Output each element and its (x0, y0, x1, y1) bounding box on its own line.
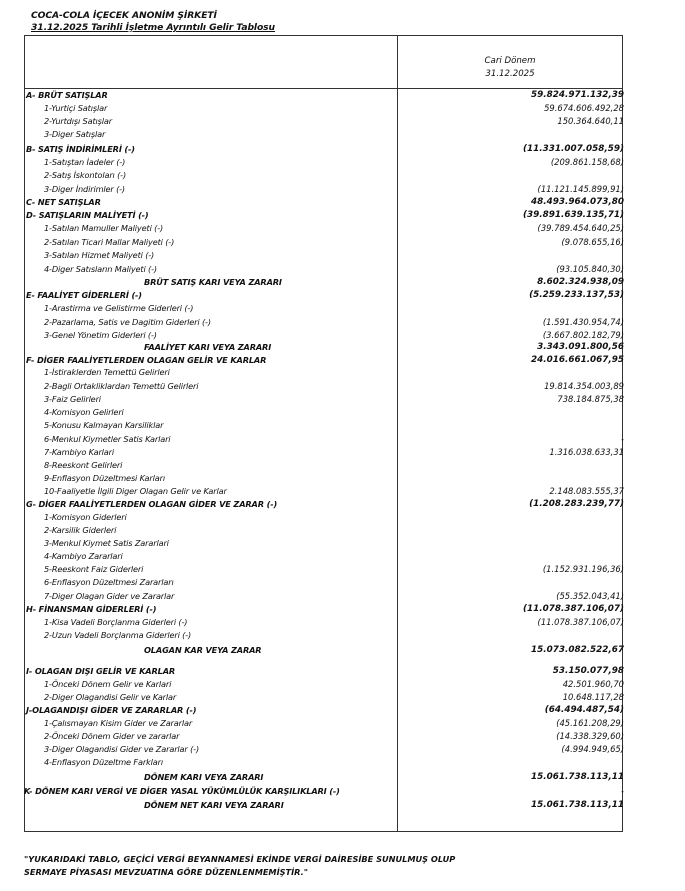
row-label: 2-Diger Olagandisi Gelir ve Karlar (44, 692, 177, 702)
row-value: - (620, 786, 624, 796)
row-label: 3-Diger Satışlar (44, 129, 106, 139)
row-label: 2-Karsilik Giderleri (44, 525, 117, 535)
footnote-line-2: SERMAYE PİYASASI MEVZUATINA GÖRE DÜZENLENMEMİŞTİR." (24, 867, 308, 877)
table-row (24, 757, 623, 770)
table-row (24, 786, 623, 799)
row-value: 19.814.354.003,89 (544, 381, 624, 391)
row-label: B- SATIŞ İNDİRİMLERİ (-) (26, 144, 135, 154)
row-value: (11.331.007.058,59) (523, 144, 624, 154)
table-row (24, 499, 623, 512)
table-row (24, 394, 623, 407)
row-label: 2-Satış İskontoları (-) (44, 170, 126, 180)
row-value: (4.994.949,65) (561, 744, 624, 754)
row-label: 8-Reeskont Gelirleri (44, 460, 123, 470)
row-label: 4-Diger Satısların Maliyeti (-) (44, 264, 157, 274)
row-value: 3.343.091.800,56 (537, 342, 624, 352)
row-label: A- BRÜT SATIŞLAR (26, 90, 108, 100)
row-label: 4-Enflasyon Düzeltme Farkları (44, 757, 163, 767)
row-label: DÖNEM NET KARI VEYA ZARARI (144, 800, 284, 810)
row-label: 6-Enflasyon Düzeltmesi Zararları (44, 577, 174, 587)
row-value: (5.259.233.137,53) (529, 290, 624, 300)
table-row (24, 473, 623, 486)
table-row (24, 237, 623, 250)
table-row (24, 170, 623, 183)
table-row (24, 447, 623, 460)
row-value: - (620, 434, 624, 444)
row-label: 2-Bagli Ortakliklardan Temettü Gelirleri (44, 381, 199, 391)
table-row (24, 197, 623, 210)
table-row (24, 277, 623, 290)
table-row (24, 679, 623, 692)
table-row (24, 184, 623, 197)
row-value: 2.148.083.555,37 (549, 486, 624, 496)
row-label: 3-Satılan Hizmet Maliyeti (-) (44, 250, 155, 260)
footnote-line-1: "YUKARIDAKİ TABLO, GEÇİCİ VERGİ BEYANNAMESİ EKİNDE VERGİ DAİRESİBE SUNULMUŞ OLUP (24, 854, 456, 864)
table-row (24, 157, 623, 170)
row-value: 738.184.875,38 (557, 394, 624, 404)
row-value: 150.364.640,11 (557, 116, 624, 126)
row-label: 3-Diger Olagandisi Gider ve Zararlar (-) (44, 744, 199, 754)
row-value: 53.150.077,98 (552, 666, 624, 676)
row-value: (9.078.655,16) (561, 237, 624, 247)
table-row (24, 460, 623, 473)
table-row (24, 486, 623, 499)
row-label: 6-Menkul Kiymetler Satis Karlari (44, 434, 171, 444)
table-row (24, 512, 623, 525)
row-label: 7-Kambiyo Karlari (44, 447, 115, 457)
row-label: K- DÖNEM KARI VERGİ VE DİGER YASAL YÜKÜMLÜLÜK KARŞILIKLARI (-) (24, 786, 340, 796)
row-label: 7-Diger Olagan Gider ve Zararlar (44, 591, 175, 601)
table-row (24, 434, 623, 447)
row-label: I- OLAGAN DIŞI GELİR VE KARLAR (26, 666, 176, 676)
table-row (24, 692, 623, 705)
row-value: (93.105.840,30) (556, 264, 624, 274)
row-value: 10.648.117,28 (562, 692, 624, 702)
row-label: 2-Satılan Ticari Mallar Maliyeti (-) (44, 237, 175, 247)
row-label: 1-Çalısmayan Kisim Gider ve Zararlar (44, 718, 193, 728)
row-label: 3-Genel Yönetim Giderleri (-) (44, 330, 157, 340)
table-row (24, 223, 623, 236)
table-row (24, 420, 623, 433)
row-label: 10-Faaliyetle İlgili Diger Olagan Gelir ve Karlar (44, 486, 227, 496)
row-label: 5-Reeskont Faiz Giderleri (44, 564, 144, 574)
row-value: 8.602.324.938,09 (537, 277, 624, 287)
row-value: (14.338.329,60) (556, 731, 624, 741)
table-row (24, 407, 623, 420)
row-value: 15.061.738.113,11 (531, 800, 624, 810)
row-value: (64.494.487,54) (544, 705, 624, 715)
period-date: 31.12.2025 (485, 69, 535, 79)
row-value: 48.493.964.073,80 (531, 197, 624, 207)
statement-title: 31.12.2025 Tarihli İşletme Ayrıntılı Gelir Tablosu (31, 22, 275, 33)
table-row (24, 342, 623, 355)
row-value: 1.316.038.633,31 (549, 447, 624, 457)
row-label: E- FAALİYET GİDERLERİ (-) (26, 290, 142, 300)
company-name: COCA-COLA İÇECEK ANONİM ŞİRKETİ (31, 10, 217, 21)
table-row (24, 744, 623, 757)
row-value: (39.891.639.135,71) (523, 210, 624, 220)
row-label: 5-Konusu Kalmayan Karsiliklar (44, 420, 164, 430)
row-label: 4-Kambiyo Zararlari (44, 551, 123, 561)
table-row (24, 381, 623, 394)
row-label: 9-Enflasyon Düzeltmesi Karları (44, 473, 165, 483)
table-row (24, 666, 623, 679)
row-label: 1-Komisyon Giderleri (44, 512, 127, 522)
row-label: D- SATIŞLARIN MALİYETİ (-) (26, 210, 149, 220)
table-row (24, 772, 623, 785)
table-row (24, 617, 623, 630)
table-row (24, 317, 623, 330)
table-row (24, 604, 623, 617)
row-label: C- NET SATIŞLAR (26, 197, 101, 207)
row-label: OLAGAN KAR VEYA ZARAR (144, 645, 262, 655)
row-value: (209.861.158,68) (550, 157, 624, 167)
row-label: 1-Yurtiçi Satışlar (44, 103, 108, 113)
row-value: (3.667.802.182,79) (542, 330, 624, 340)
row-label: 1-İstiraklerden Temettü Gelirleri (44, 367, 170, 377)
table-row (24, 551, 623, 564)
row-value: 15.073.082.522,67 (531, 645, 624, 655)
period-label: Cari Dönem (484, 56, 536, 66)
table-row (24, 103, 623, 116)
table-row (24, 367, 623, 380)
row-label: 3-Diger İndirimler (-) (44, 184, 125, 194)
row-label: 1-Önceki Dönem Gelir ve Karlari (44, 679, 172, 689)
row-value: (11.078.387.106,07) (523, 604, 624, 614)
row-label: G- DİGER FAALİYETLERDEN OLAGAN GİDER VE ZARAR (-) (26, 499, 278, 509)
row-label: 1-Arastirma ve Gelistirme Giderleri (-) (44, 303, 194, 313)
row-label: 2-Yurtdışı Satışlar (44, 116, 112, 126)
row-label: 2-Uzun Vadeli Borçlanma Giderleri (-) (44, 630, 192, 640)
row-value: 15.061.738.113,11 (531, 772, 624, 782)
table-row (24, 116, 623, 129)
row-label: 1-Kisa Vadeli Borçlanma Giderleri (-) (44, 617, 188, 627)
row-value: (55.352.043,41) (556, 591, 624, 601)
row-label: FAALİYET KARI VEYA ZARARI (144, 342, 272, 352)
table-row (24, 591, 623, 604)
row-label: 4-Komisyon Gelirleri (44, 407, 124, 417)
row-value: 59.674.606.492,28 (544, 103, 624, 113)
table-row (24, 800, 623, 813)
row-value: 59.824.971.132,39 (531, 90, 624, 100)
row-label: F- DİGER FAALİYETLERDEN OLAGAN GELİR VE KARLAR (26, 355, 267, 365)
row-label: 2-Önceki Dönem Gider ve zararlar (44, 731, 180, 741)
table-row (24, 538, 623, 551)
row-label: H- FİNANSMAN GİDERLERİ (-) (26, 604, 157, 614)
table-row (24, 718, 623, 731)
table-row (24, 264, 623, 277)
table-row (24, 290, 623, 303)
table-row (24, 731, 623, 744)
table-row (24, 645, 623, 658)
table-row (24, 303, 623, 316)
row-value: (45.161.208,29) (556, 718, 624, 728)
header-divider (24, 88, 623, 89)
table-row (24, 577, 623, 590)
table-row (24, 250, 623, 263)
row-label: 3-Menkul Kiymet Satis Zararlari (44, 538, 169, 548)
row-value: (11.078.387.106,07) (537, 617, 624, 627)
row-label: 3-Faiz Gelirleri (44, 394, 101, 404)
row-value: 42.501.960,70 (562, 679, 624, 689)
row-label: J-OLAGANDIŞI GİDER VE ZARARLAR (-) (26, 705, 197, 715)
table-row (24, 210, 623, 223)
table-row (24, 144, 623, 157)
row-value: (11.121.145.899,91) (537, 184, 624, 194)
row-label: 2-Pazarlama, Satis ve Dagitim Giderleri (-) (44, 317, 211, 327)
table-row (24, 630, 623, 643)
row-label: 1-Satılan Mamuller Maliyeti (-) (44, 223, 164, 233)
row-label: DÖNEM KARI VEYA ZARARI (144, 772, 264, 782)
row-value: (1.208.283.239,77) (529, 499, 624, 509)
table-row (24, 90, 623, 103)
row-value: (39.789.454.640,25) (537, 223, 624, 233)
row-value: (1.591.430.954,74) (542, 317, 624, 327)
row-label: BRÜT SATIŞ KARI VEYA ZARARI (144, 277, 282, 287)
table-row (24, 564, 623, 577)
footnote (24, 853, 584, 879)
row-value: 24.016.661.067,95 (531, 355, 624, 365)
table-row (24, 129, 623, 142)
table-row (24, 525, 623, 538)
row-value: (1.152.931.196,36) (542, 564, 624, 574)
row-label: 1-Satıştan İadeler (-) (44, 157, 126, 167)
table-row (24, 705, 623, 718)
